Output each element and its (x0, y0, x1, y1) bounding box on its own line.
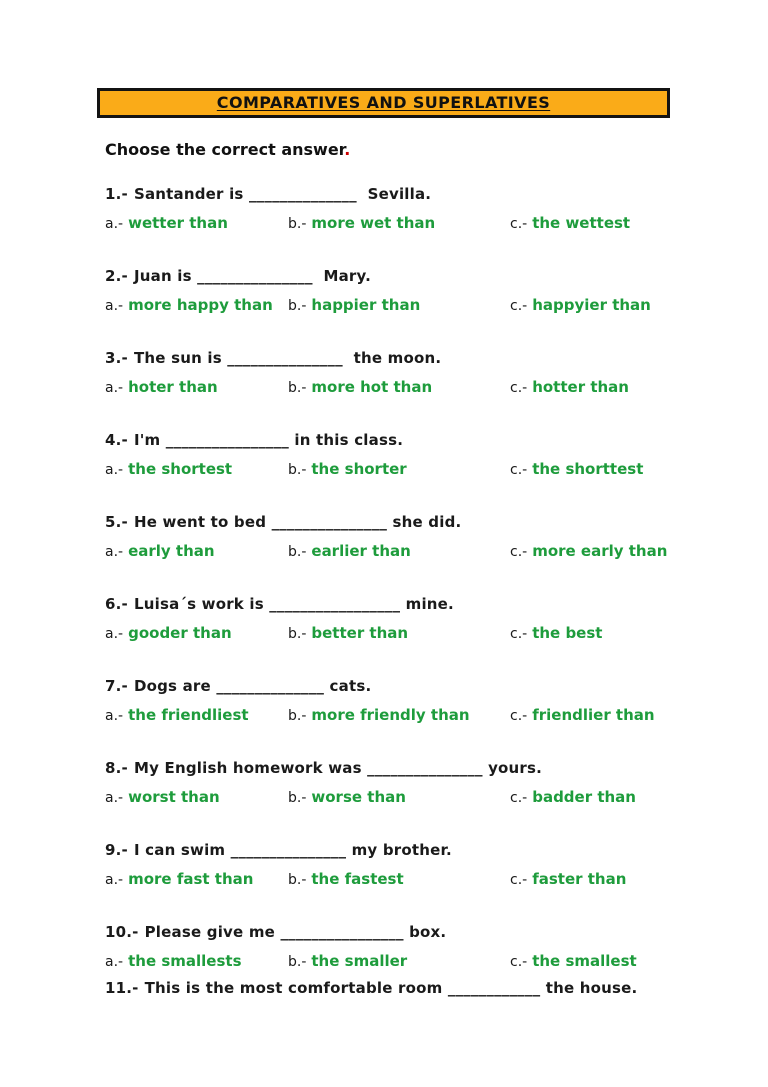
option-text: worse than (311, 788, 406, 806)
options-row (105, 623, 710, 644)
question-number: 9.- (105, 841, 128, 859)
question-line (105, 430, 710, 450)
question-line (105, 840, 710, 860)
option-text: early than (128, 542, 215, 560)
page-title: COMPARATIVES AND SUPERLATIVES (216, 93, 551, 112)
option-label: a.- (105, 298, 124, 314)
option-label: b.- (288, 462, 307, 478)
option-label: c.- (510, 380, 528, 396)
option-label: c.- (510, 462, 528, 478)
option-text: happier than (311, 296, 421, 314)
question-line (105, 676, 710, 696)
instruction-period: . (344, 140, 351, 159)
question-list (105, 184, 710, 998)
question-text: Dogs are ______________ cats. (133, 677, 372, 695)
option-c (510, 295, 710, 316)
option-text: happyier than (532, 296, 651, 314)
question-number: 5.- (105, 513, 128, 531)
option-label: a.- (105, 954, 124, 970)
options-row (105, 295, 710, 316)
option-b (288, 951, 510, 972)
option-b (288, 295, 510, 316)
option-c (510, 705, 710, 726)
option-label: b.- (288, 626, 307, 642)
option-label: a.- (105, 708, 124, 724)
question-number: 10.- (105, 923, 139, 941)
question-line (105, 512, 710, 532)
option-b (288, 787, 510, 808)
option-text: badder than (532, 788, 636, 806)
question-block-11 (105, 978, 710, 998)
option-b (288, 213, 510, 234)
option-label: a.- (105, 790, 124, 806)
option-text: better than (311, 624, 409, 642)
option-text: the smaller (311, 952, 408, 970)
options-row (105, 213, 710, 234)
option-label: b.- (288, 216, 307, 232)
question-number: 3.- (105, 349, 128, 367)
option-label: c.- (510, 708, 528, 724)
option-label: a.- (105, 872, 124, 888)
option-label: c.- (510, 298, 528, 314)
question-number: 8.- (105, 759, 128, 777)
option-a (105, 869, 288, 890)
question-block-6 (105, 594, 710, 644)
question-text: I can swim _______________ my brother. (133, 841, 452, 859)
option-a (105, 377, 288, 398)
option-label: c.- (510, 954, 528, 970)
option-text: more happy than (128, 296, 273, 314)
option-label: a.- (105, 544, 124, 560)
option-text: hoter than (128, 378, 218, 396)
option-a (105, 213, 288, 234)
option-a (105, 295, 288, 316)
option-b (288, 541, 510, 562)
option-text: the shorttest (532, 460, 644, 478)
option-text: hotter than (532, 378, 629, 396)
option-c (510, 951, 710, 972)
option-a (105, 459, 288, 480)
option-b (288, 623, 510, 644)
question-text: Juan is _______________ Mary. (133, 267, 372, 285)
question-text: The sun is _______________ the moon. (133, 349, 442, 367)
option-label: b.- (288, 380, 307, 396)
question-number: 1.- (105, 185, 128, 203)
option-text: the best (532, 624, 603, 642)
option-label: c.- (510, 216, 528, 232)
question-line (105, 922, 710, 942)
question-text: Please give me ________________ box. (144, 923, 447, 941)
option-c (510, 869, 710, 890)
instruction-text: Choose the correct answer (105, 140, 345, 159)
options-row (105, 377, 710, 398)
question-line (105, 184, 710, 204)
option-text: more hot than (311, 378, 433, 396)
option-label: b.- (288, 954, 307, 970)
option-a (105, 951, 288, 972)
question-block-4 (105, 430, 710, 480)
question-text: Santander is ______________ Sevilla. (133, 185, 432, 203)
option-label: c.- (510, 626, 528, 642)
question-block-9 (105, 840, 710, 890)
title-box (97, 88, 670, 118)
question-text: I'm ________________ in this class. (133, 431, 404, 449)
option-text: the wettest (532, 214, 631, 232)
option-text: friendlier than (532, 706, 655, 724)
option-c (510, 541, 710, 562)
option-b (288, 459, 510, 480)
option-c (510, 213, 710, 234)
option-a (105, 787, 288, 808)
question-text: Luisa´s work is _________________ mine. (133, 595, 454, 613)
option-text: wetter than (128, 214, 228, 232)
question-number: 4.- (105, 431, 128, 449)
question-block-7 (105, 676, 710, 726)
question-number: 7.- (105, 677, 128, 695)
question-line (105, 594, 710, 614)
question-line (105, 758, 710, 778)
question-number: 6.- (105, 595, 128, 613)
option-label: c.- (510, 544, 528, 560)
options-row (105, 705, 710, 726)
options-row (105, 459, 710, 480)
question-line (105, 266, 710, 286)
option-label: b.- (288, 708, 307, 724)
question-text: He went to bed _______________ she did. (133, 513, 462, 531)
option-label: a.- (105, 626, 124, 642)
question-line (105, 348, 710, 368)
question-block-2 (105, 266, 710, 316)
question-block-10 (105, 922, 710, 972)
option-label: b.- (288, 872, 307, 888)
option-label: a.- (105, 462, 124, 478)
option-text: the smallest (532, 952, 637, 970)
option-text: more wet than (311, 214, 436, 232)
question-block-1 (105, 184, 710, 234)
option-c (510, 787, 710, 808)
option-text: earlier than (311, 542, 411, 560)
option-b (288, 869, 510, 890)
option-text: more early than (532, 542, 668, 560)
options-row (105, 951, 710, 972)
option-label: b.- (288, 790, 307, 806)
option-text: worst than (128, 788, 220, 806)
options-row (105, 869, 710, 890)
option-text: gooder than (128, 624, 232, 642)
option-label: b.- (288, 544, 307, 560)
question-text: This is the most comfortable room ____________ the house. (144, 979, 638, 997)
question-line (105, 978, 710, 998)
option-text: faster than (532, 870, 627, 888)
option-b (288, 377, 510, 398)
option-label: b.- (288, 298, 307, 314)
question-block-8 (105, 758, 710, 808)
option-a (105, 623, 288, 644)
options-row (105, 541, 710, 562)
instruction-line (105, 140, 710, 159)
question-number: 11.- (105, 979, 139, 997)
option-text: the shortest (128, 460, 233, 478)
question-block-3 (105, 348, 710, 398)
question-block-5 (105, 512, 710, 562)
question-text: My English homework was _______________ yours. (133, 759, 543, 777)
option-label: a.- (105, 216, 124, 232)
option-text: the shorter (311, 460, 407, 478)
option-label: a.- (105, 380, 124, 396)
option-label: c.- (510, 872, 528, 888)
option-label: c.- (510, 790, 528, 806)
option-text: more friendly than (311, 706, 470, 724)
option-text: the friendliest (128, 706, 249, 724)
option-text: more fast than (128, 870, 254, 888)
question-number: 2.- (105, 267, 128, 285)
option-text: the fastest (311, 870, 404, 888)
option-c (510, 377, 710, 398)
option-c (510, 459, 710, 480)
options-row (105, 787, 710, 808)
option-a (105, 541, 288, 562)
option-b (288, 705, 510, 726)
option-a (105, 705, 288, 726)
option-text: the smallests (128, 952, 242, 970)
option-c (510, 623, 710, 644)
